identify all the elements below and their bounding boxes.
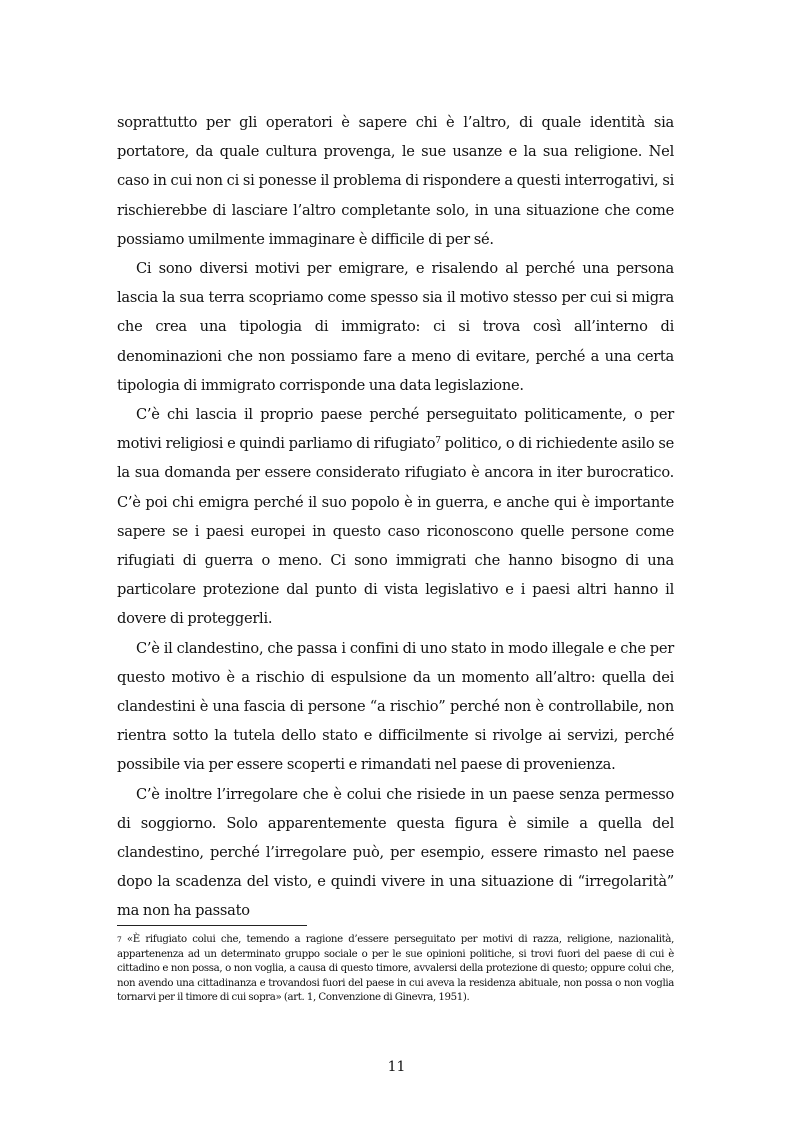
footnote-reference[interactable]: 7 xyxy=(435,436,441,447)
paragraph-2: Ci sono diversi motivi per emigrare, e risalendo al perché una persona lascia la sua terra scopriamo come spesso sia il motivo stesso per cui si migra che crea una tipologia di immigrato: ci si trova così all’interno di denominazioni che non possiamo fare a meno di evitare, perché a una certa tipologia di immigrato corrisponde una data legislazione. xyxy=(117,260,674,394)
paragraph-3-text-a: C’è chi lascia il proprio paese perché perseguitato politicamente, o per motivi religiosi e quindi parliamo di rifugiato xyxy=(117,406,674,453)
paragraph-5: C’è inoltre l’irregolare che è colui che risiede in un paese senza permesso di soggiorno. Solo apparentemente questa figura è simile a quella del clandestino, perché l’irregolare può, per esempio, essere rimasto nel paese dopo la scadenza del visto, e quindi vivere in una situazione di “irregolarità” ma non ha passato xyxy=(117,785,674,920)
paragraph-3-text-b: politico, o di richiedente asilo se la sua domanda per essere considerato rifugiato è ancora in iter burocratico. C’è poi chi emigra perché il suo popolo è in guerra, e anche qui è importante sapere se i paesi europei in questo caso riconoscono quelle persone come rifugiati di guerra o meno. Ci sono immigrati che hanno bisogno di una particolare protezione dal punto di vista legislativo e i paesi altri hanno il dovere di proteggerli. xyxy=(117,435,675,628)
footnote-text: «È rifugiato colui che, temendo a ragione d’essere perseguitato per motivi di razza, religione, nazionalità, appartenenza ad un determinato gruppo sociale o per le sue opinioni politiche, si trovi fuori del paese di cui è cittadino e non possa, o non voglia, a causa di questo timore, avvalersi della protezione di questo; oppure colui che, non avendo una cittadinanza e trovandosi fuori del paese in cui aveva la residenza abituale, non possa o non voglia tornarvi per il timore di cui sopra» (art. 1, Convenzione di Ginevra, 1951). xyxy=(117,934,674,1004)
page-number: 11 xyxy=(387,1059,406,1075)
paragraph-3 xyxy=(117,400,674,634)
page-body xyxy=(117,108,674,926)
paragraph-4: C’è il clandestino, che passa i confini di uno stato in modo illegale e che per questo motivo è a rischio di espulsione da un momento all’altro: quella dei clandestini è una fascia di persone “a rischio” perché non è controllabile, non rientra sotto la tutela dello stato e difficilmente si rivolge ai servizi, perché possibile via per essere scoperti e rimandati nel paese di provenienza. xyxy=(117,639,674,774)
footnote-number: 7 xyxy=(117,935,122,944)
paragraph-1: soprattutto per gli operatori è sapere chi è l’altro, di quale identità sia portatore, da quale cultura provenga, le sue usanze e la sua religione. Nel caso in cui non ci si ponesse il problema di rispondere a questi interrogativi, si rischierebbe di lasciare l’altro completante solo, in una situazione che come possiamo umilmente immaginare è difficile di per sé. xyxy=(117,114,674,248)
footnote xyxy=(117,933,674,1006)
footnote-divider xyxy=(117,925,307,926)
